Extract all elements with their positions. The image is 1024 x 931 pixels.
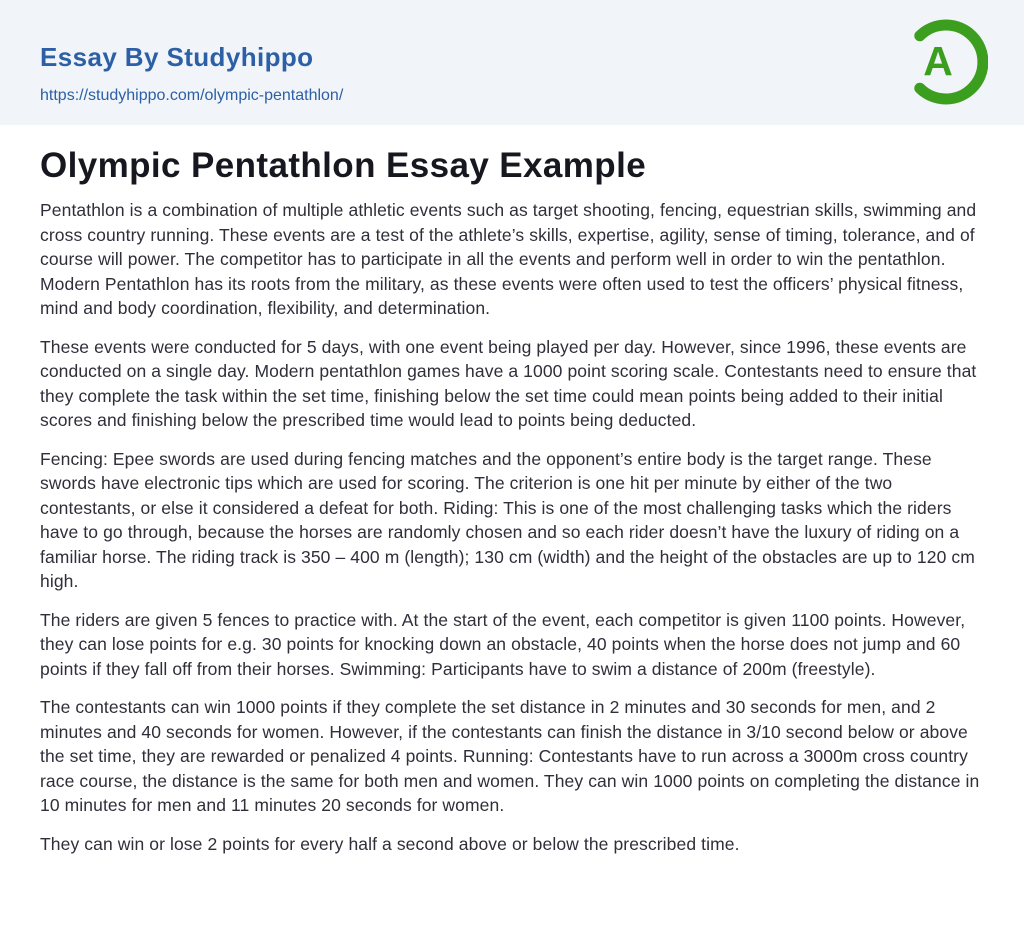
logo-letter: A — [923, 38, 953, 84]
essay-paragraph: These events were conducted for 5 days, with one event being played per day. However, since 1996, these events are conducted on a single day. Modern pentathlon games have a 1000 point scoring scale. Contestants need to ensure that they complete the task within the set time, finishing below the set time could mean points being added to their initial scores and finishing below the prescribed time would lead to points being deducted. — [40, 336, 977, 430]
page-header — [0, 0, 1024, 125]
essay-title: Olympic Pentathlon Essay Example — [40, 146, 647, 185]
essay-body — [40, 198, 984, 856]
essay-paragraph: They can win or lose 2 points for every half a second above or below the prescribed time. — [40, 833, 740, 854]
essay-article — [0, 125, 1024, 856]
essay-paragraph: Pentathlon is a combination of multiple athletic events such as target shooting, fencing, equestrian skills, swimming and cross country running. These events are a test of the athlete’s skills, expertise, agility, sense of timing, tolerance, and of course will power. The competitor has to participate in all the events and perform well in order to win the pentathlon. Modern Pentathlon has its roots from the military, as these events were often used to test the officers’ physical fitness, mind and body coordination, flexibility, and determination. — [40, 200, 977, 318]
essay-paragraph: Fencing: Epee swords are used during fencing matches and the opponent’s entire body is the target range. These swords have electronic tips which are used for scoring. The criterion is one hit per minute by either of the two contestants, or else it considered a defeat for both. Riding: This is one of the most challenging tasks which the riders have to go through, because the horses are randomly chosen and so each rider doesn’t have the luxury of riding on a familiar horse. The riding track is 350 – 400 m (length); 130 cm (width) and the height of the obstacles are up to 120 cm high. — [40, 448, 975, 591]
essay-paragraph: The riders are given 5 fences to practice with. At the start of the event, each competitor is given 1100 points. However, they can lose points for e.g. 30 points for knocking down an obstacle, 40 points when the horse does not jump and 60 points if they fall off from their horses. Swimming: Participants have to swim a distance of 200m (freestyle). — [40, 609, 966, 679]
essay-paragraph: The contestants can win 1000 points if they complete the set distance in 2 minutes and 30 seconds for men, and 2 minutes and 40 seconds for women. However, if the contestants can finish the distance in 3/10 second below or above the set time, they are rewarded or penalized 4 points. Running: Contestants have to run across a 3000m cross country race course, the distance is the same for both men and women. They can win 1000 points on completing the distance in 10 minutes for men and 11 minutes 20 seconds for women. — [40, 697, 980, 815]
studyhippo-logo-icon — [900, 17, 988, 107]
essay-url-link[interactable]: https://studyhippo.com/olympic-pentathlon/ — [40, 87, 344, 104]
site-title: Essay By Studyhippo — [40, 42, 314, 72]
